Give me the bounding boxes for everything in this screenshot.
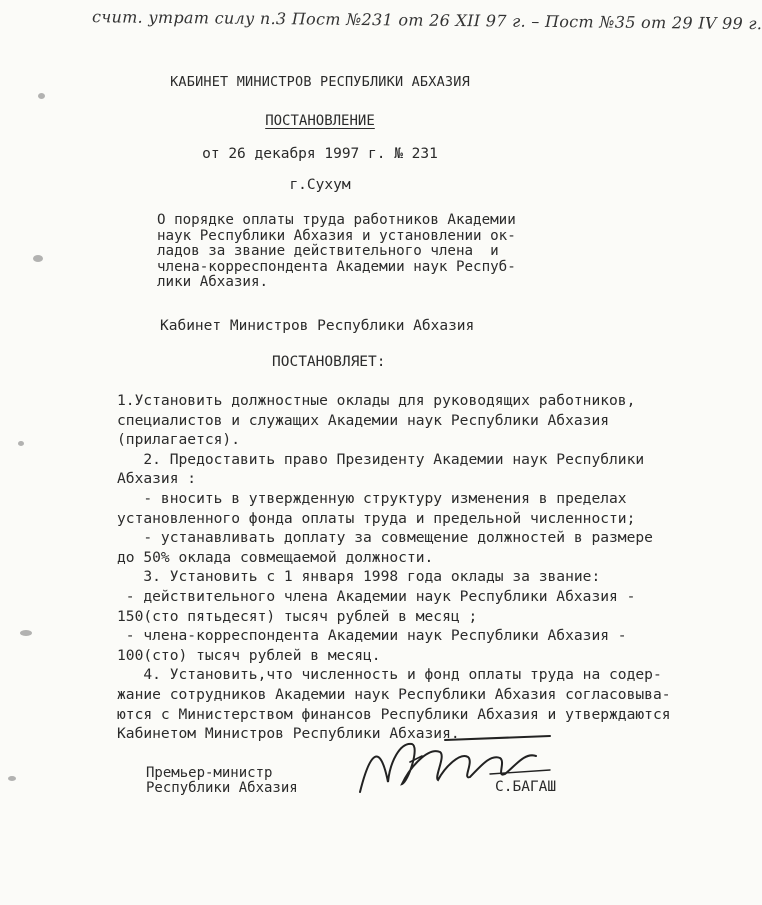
preamble-cabinet: Кабинет Министров Республики Абхазия [160, 318, 475, 334]
date-and-number: от 26 декабря 1997 г. № 231 [202, 146, 438, 162]
punch-mark [33, 255, 43, 262]
punch-mark [8, 776, 16, 781]
document-subject: О порядке оплаты труда работников Академии наук Республики Абхазия и установлении ок- ладов за звание действительного члена и члена-корреспондента Академии наук Респуб- лики Абхазия. [157, 212, 516, 290]
punch-mark [38, 93, 45, 99]
punch-mark [18, 441, 24, 446]
resolution-body: 1.Установить должностные оклады для руководящих работников, специалистов и служащих Академии наук Республики Абхазия (прилагается). 2. Предоставить право Президенту Академии наук Республики Абхазия : - вносить в утвержденную структуру изменения в пределах установленного фонда оплаты труда и предельной численности; - устанавливать доплату за совмещение должностей в размере до 50% оклада совмещаемой должности. 3. Установить с 1 января 1998 года оклады за звание: - действительного члена Академии наук Республики Абхазия - 150(сто пятьдесят) тысяч рублей в месяц ; - члена-корреспондента Академии наук Республики Абхазия - 100(сто) тысяч рублей в месяц. 4. Установить,что численность и фонд оплаты труда на содер- жание сотрудников Академии наук Республики Абхазия согласовыва- ются с Министерством финансов Республики Абхазия и утверждаются Кабинетом Министров Республики Абхазия. [117, 392, 671, 743]
punch-mark [20, 630, 32, 636]
handwritten-annotation: счит. утрат силу п.3 Пост №231 от 26 XII 97 г. – Пост №35 от 29 IV 99 г. [91, 7, 762, 34]
issuing-authority: КАБИНЕТ МИНИСТРОВ РЕСПУБЛИКИ АБХАЗИЯ [170, 74, 470, 90]
document-type: ПОСТАНОВЛЕНИЕ [265, 113, 375, 129]
signatory-name: С.БАГАШ [495, 779, 557, 795]
preamble-decrees: ПОСТАНОВЛЯЕТ: [272, 354, 386, 370]
city: г.Сухум [289, 177, 351, 193]
signatory-title: Премьер-министр Республики Абхазия [146, 765, 298, 796]
